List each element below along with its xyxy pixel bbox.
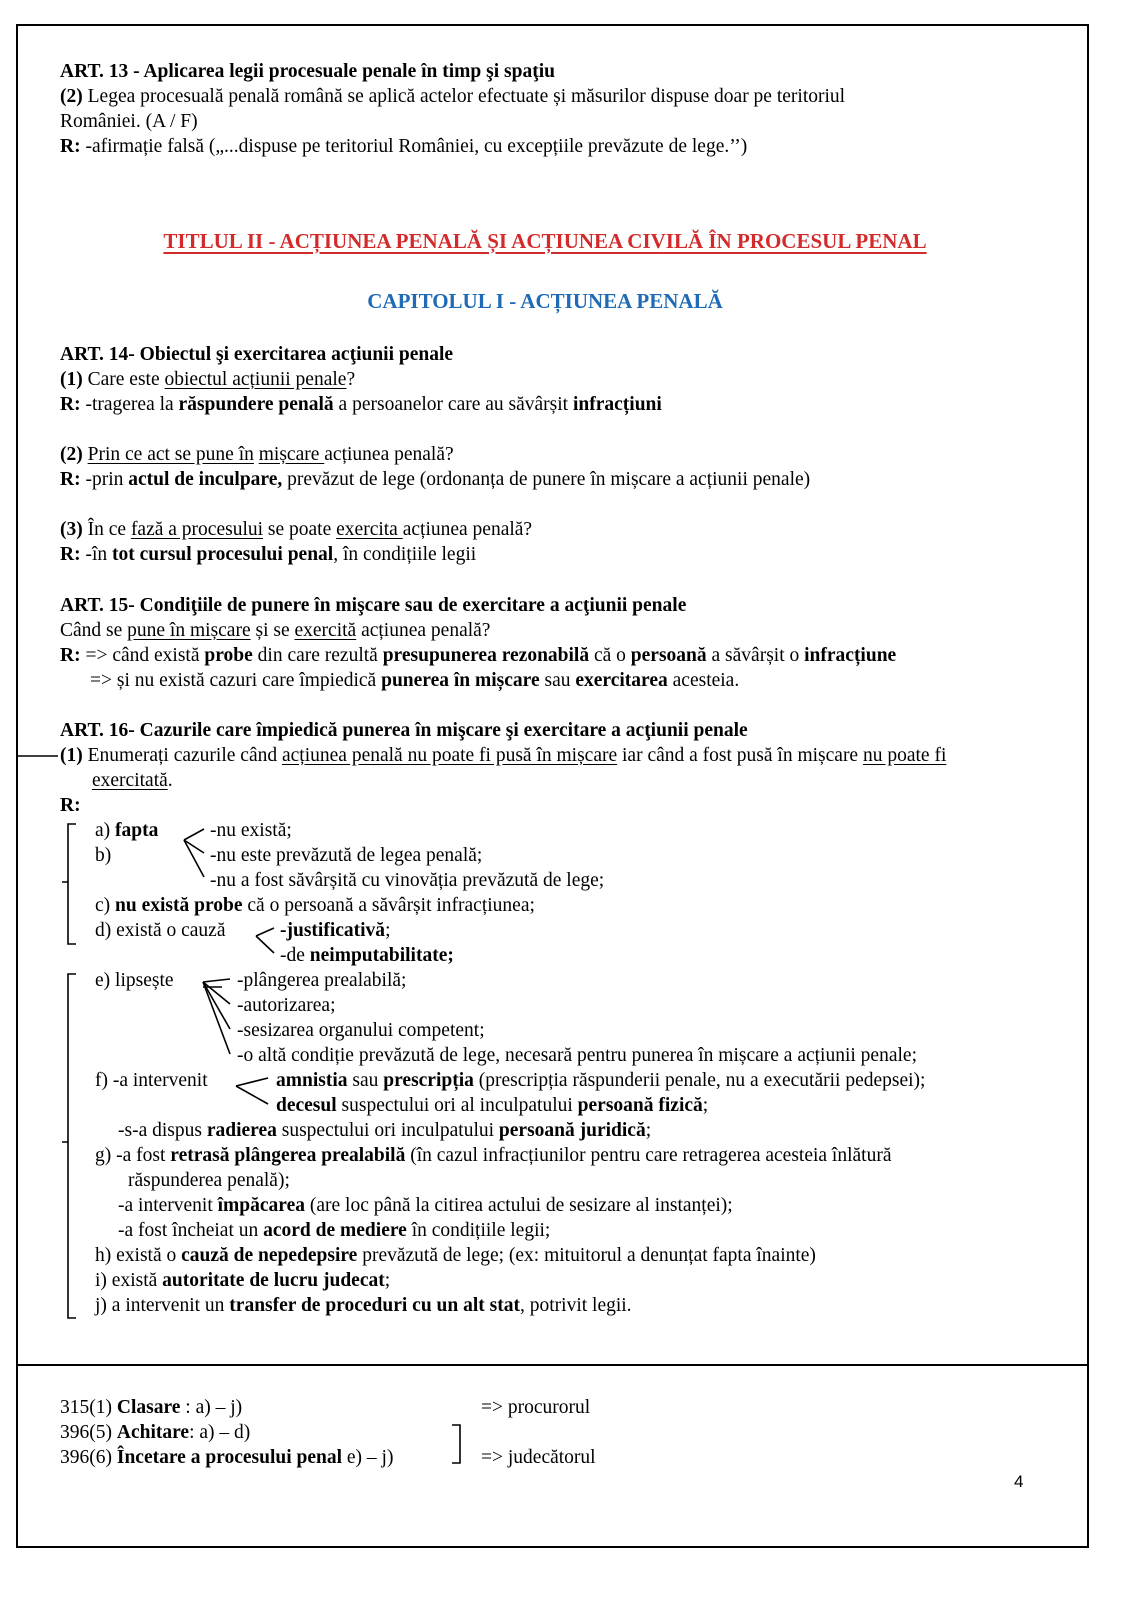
arrow-intervenit-1 (236, 1078, 268, 1086)
text-segment: actul de inculpare, (128, 469, 283, 490)
text-segment: ; (385, 920, 391, 941)
text-segment: Când se (60, 620, 128, 641)
text-segment: probe (204, 645, 253, 666)
text-segment: României. (A / F) (60, 111, 198, 132)
text-segment: acțiunea penală? (402, 519, 533, 540)
text-segment: R: (60, 394, 81, 415)
text-segment: fapta (115, 820, 159, 841)
text-segment: suspectului ori al inculpatului (336, 1095, 578, 1116)
title-main: TITLUL II - ACȚIUNEA PENALĂ ȘI ACȚIUNEA CIVILĂ ÎN PROCESUL PENAL (163, 229, 927, 253)
text-segment: : a) – d) (189, 1422, 251, 1443)
text-segment: 396(5) (60, 1422, 117, 1443)
text-segment: , în condițiile legii (333, 544, 477, 565)
text-segment: în condițiile legii; (406, 1220, 551, 1241)
text-segment: ART. 15- Condiţiile de punere în mişcare sau de exercitare a acţiunii penale (60, 595, 687, 616)
text-segment: -nu a fost săvârșită cu vinovăția prevăzută de lege; (210, 870, 605, 891)
text-segment: persoană juridică (498, 1120, 646, 1141)
text-segment: ART. 16- Cazurile care împiedică punerea în mişcare şi exercitare a acţiunii penale (60, 720, 748, 741)
text-segment: prescripția (383, 1070, 474, 1091)
text-segment: -tragerea la (80, 394, 179, 415)
text-segment: -autorizarea; (237, 995, 336, 1016)
text-segment: (2) (60, 444, 83, 465)
text-segment: -prin (80, 469, 129, 490)
text-segment: infracțiuni (572, 394, 662, 415)
text-segment: (1) (60, 745, 83, 766)
text-segment: -s-a dispus (118, 1120, 207, 1141)
text-segment: Clasare (116, 1397, 181, 1418)
text-segment: g) -a fost (95, 1145, 171, 1166)
text-segment: ? (346, 369, 356, 390)
text-segment: se poate (263, 519, 337, 540)
text-segment: -plângerea prealabilă; (237, 970, 407, 991)
text-segment: => judecătorul (481, 1447, 596, 1468)
bracket-footer (452, 1425, 460, 1463)
text-segment: -a fost încheiat un (118, 1220, 264, 1241)
text-segment: ; (645, 1120, 652, 1141)
text-segment: exercita (336, 519, 403, 540)
text-segment: suspectului ori inculpatului (276, 1120, 499, 1141)
text-segment: (1) (60, 369, 83, 390)
text-segment: acțiunea penală? (356, 620, 491, 641)
text-segment: ; (702, 1095, 709, 1116)
text-segment: sau (539, 670, 576, 691)
arrow-cauza-2 (256, 936, 274, 953)
text-segment: h) există o (95, 1245, 182, 1266)
text-segment: tot cursul procesului penal (112, 544, 334, 565)
text-segment: R: (60, 795, 81, 816)
text-segment: 396(6) (60, 1447, 117, 1468)
text-segment: a săvârșit o (706, 645, 805, 666)
text-segment: decesul (276, 1095, 337, 1116)
text-segment: R: (60, 544, 81, 565)
text-segment: -o altă condiție prevăzută de lege, necesară pentru punerea în mișcare a acțiunii penale; (237, 1045, 917, 1066)
text-segment: Care este (82, 369, 165, 390)
text-segment: Legea procesuală penală română se aplică actelor efectuate și măsurilor dispuse doar pe teritoriul (82, 86, 846, 107)
text-segment: 315(1) (60, 1397, 117, 1418)
text-segment: ; (384, 1270, 391, 1291)
text-segment: cauză de nepedepsire (181, 1245, 358, 1266)
text-segment: -sesizarea organului competent; (237, 1020, 485, 1041)
text-segment: retrasă plângerea prealabilă (170, 1145, 406, 1166)
text-segment: , potrivit legii. (519, 1295, 632, 1316)
text-segment: e) – j) (342, 1447, 394, 1468)
text-segment: mișcare (258, 444, 325, 465)
text-segment: f) -a intervenit (95, 1070, 208, 1091)
text-segment: -nu există; (210, 820, 292, 841)
text-segment: j) a intervenit un (95, 1295, 230, 1316)
text-segment: Achitare (116, 1422, 190, 1443)
text-segment: -în (80, 544, 112, 565)
text-segment: Încetare a procesului penal (116, 1447, 343, 1468)
text-segment: d) există o cauză (95, 920, 226, 941)
text-segment: că o (589, 645, 631, 666)
text-segment: acesteia. (667, 670, 740, 691)
text-segment: exercitată (92, 770, 168, 791)
text-segment: răspundere penală (178, 394, 334, 415)
text-segment: presupunerea rezonabilă (382, 645, 590, 666)
text-segment: Prin ce act se pune în (87, 444, 254, 465)
text-segment: (2) (60, 86, 83, 107)
text-segment: persoană (630, 645, 707, 666)
chapter-title: CAPITOLUL I - ACȚIUNEA PENALĂ (367, 289, 723, 313)
arrow-fapta-1 (184, 829, 204, 840)
text-segment: => procurorul (481, 1397, 591, 1418)
text-segment: acord de mediere (263, 1220, 407, 1241)
text-segment: În ce (82, 519, 131, 540)
arrow-lipseste-3 (203, 982, 230, 1029)
text-segment: prevăzut de lege (ordonanța de punere în mișcare a acțiunii penale) (282, 469, 811, 490)
text-segment: neimputabilitate; (309, 945, 454, 966)
text-segment: -a intervenit (118, 1195, 218, 1216)
arrow-cauza-1 (256, 928, 274, 936)
text-segment: iar când a fost pusă în mișcare (617, 745, 863, 766)
text-segment: c) (95, 895, 116, 916)
text-segment: R: (60, 136, 81, 157)
text-segment: a) (95, 820, 116, 841)
text-segment: că o persoană a săvârșit infracțiunea; (242, 895, 535, 916)
text-segment: infracțiune (804, 645, 897, 666)
text-segment: radierea (206, 1120, 277, 1141)
bracket-a-d (62, 824, 76, 944)
text-segment: obiectul acțiunii penale (164, 369, 347, 390)
text-segment: -nu este prevăzută de legea penală; (210, 845, 483, 866)
text-segment: (prescripția răspunderii penale, nu a executării pedepsei); (473, 1070, 926, 1091)
text-segment: exercitarea (575, 670, 668, 691)
text-segment: prevăzută de lege; (ex: mituitorul a denunțat fapta înainte) (357, 1245, 816, 1266)
text-segment: împăcarea (217, 1195, 305, 1216)
text-segment: ART. 13 - Aplicarea legii procesuale penale în timp şi spaţiu (60, 61, 555, 82)
page-number: 4 (1014, 1472, 1024, 1491)
text-segment: a persoanelor care au săvârșit (333, 394, 573, 415)
text-segment: -justificativă (280, 920, 386, 941)
text-segment: e) lipsește (95, 970, 174, 991)
text-segment: R: (60, 469, 81, 490)
text-segment: pune în mișcare (127, 620, 251, 641)
text-segment: => și nu există cazuri care împiedică (90, 670, 382, 691)
text-segment: acțiunea penală? (324, 444, 454, 465)
text-segment: persoană fizică (577, 1095, 703, 1116)
text-segment: ART. 14- Obiectul şi exercitarea acţiunii penale (60, 344, 454, 365)
text-segment: acțiunea penală nu poate fi pusă în mișcare (281, 745, 618, 766)
text-segment: exercită (294, 620, 357, 641)
text-segment: amnistia (276, 1070, 348, 1091)
text-segment: autoritate de lucru judecat (162, 1270, 385, 1291)
text-segment: (3) (60, 519, 83, 540)
text-segment: i) există (95, 1270, 163, 1291)
text-segment: punerea în mișcare (381, 670, 540, 691)
arrow-lipseste-1 (203, 979, 230, 982)
text-segment: fază a procesului (130, 519, 264, 540)
text-segment: răspunderea penală); (128, 1170, 290, 1191)
arrow-intervenit-2 (236, 1086, 268, 1104)
text-segment: : a) – j) (180, 1397, 243, 1418)
text-segment: sau (347, 1070, 384, 1091)
text-segment: => când există (80, 645, 205, 666)
text-segment: nu poate fi (862, 745, 947, 766)
text-segment: (are loc până la citirea actului de sesizare al instanței); (305, 1195, 733, 1216)
text-segment: -afirmație falsă („...dispuse pe teritoriul României, cu excepțiile prevăzute de lege.’’) (80, 136, 748, 157)
text-segment: b) (95, 845, 112, 866)
text-segment: Enumerați cazurile când (82, 745, 282, 766)
text-segment: transfer de proceduri cu un alt stat (229, 1295, 520, 1316)
text-segment: și se (250, 620, 295, 641)
text-segment: din care rezultă (252, 645, 383, 666)
text-segment: (în cazul infracțiunilor pentru care retragerea acesteia înlătură (405, 1145, 892, 1166)
text-segment: nu există probe (115, 895, 243, 916)
bracket-e-j (62, 974, 76, 1318)
text-segment: . (167, 770, 173, 791)
text-segment: -de (280, 945, 310, 966)
text-segment: R: (60, 645, 81, 666)
